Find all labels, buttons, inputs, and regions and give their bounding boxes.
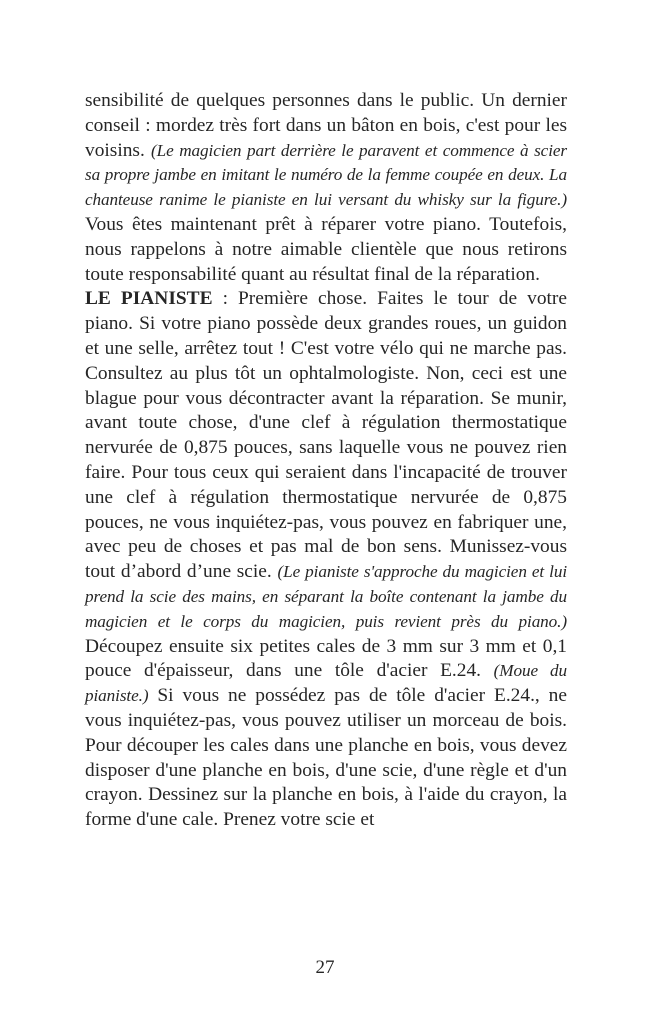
paragraph-pianist bbox=[85, 287, 567, 833]
paragraph-magician-continuation bbox=[85, 89, 567, 287]
speaker-name: LE PIANISTE bbox=[85, 288, 213, 310]
stage-direction: (Le pianiste s'approche du magicien et lui prend la scie des mains, en séparant la boîte contenant la jambe du magicien et le corps du magicien, puis revient près du piano.) bbox=[85, 562, 567, 631]
dialogue-text: Vous êtes maintenant prêt à réparer votre piano. Toutefois, nous rappelons à notre aimable clientèle que nous retirons toute responsabilité quant au résultat final de la réparation. bbox=[85, 213, 567, 285]
stage-direction: (Moue du pianiste.) bbox=[85, 661, 567, 706]
page-body bbox=[85, 89, 567, 833]
dialogue-text: Découpez ensuite six petites cales de 3 mm sur 3 mm et 0,1 pouce d'épaisseur, dans une tôle d'acier E.24. bbox=[85, 635, 567, 682]
page-number: 27 bbox=[315, 957, 335, 978]
dialogue-text: : Première chose. Faites le tour de votre piano. Si votre piano possède deux grandes roues, un guidon et une selle, arrêtez tout ! C'est votre vélo qui ne marche pas. Consultez au plus tôt un ophtalmologiste. Non, ceci est une blague pour vous décontracter avant la réparation. Se munir, avant toute chose, d'une clef à régulation thermostatique nervurée de 0,875 pouces, sans laquelle vous ne pouvez rien faire. Pour tous ceux qui seraient dans l'incapacité de trouver une clef à régulation thermostatique nervurée de 0,875 pouces, ne vous inquiétez-pas, vous pouvez en fabriquer une, avec peu de choses et pas mal de bon sens. Munissez-vous tout d’abord d’une scie. bbox=[85, 288, 567, 583]
dialogue-text: sensibilité de quelques personnes dans le public. Un dernier conseil : mordez très fort dans un bâton en bois, c'est pour les voisins. bbox=[85, 90, 567, 161]
stage-direction: (Le magicien part derrière le paravent et commence à scier sa propre jambe en imitant le numéro de la femme coupée en deux. La chanteuse ranime le pianiste en lui versant du whisky sur la figure.) bbox=[85, 140, 567, 210]
dialogue-text: Si vous ne possédez pas de tôle d'acier E.24., ne vous inquiétez-pas, vous pouvez utiliser un morceau de bois. Pour découper les cales dans une planche en bois, vous devez disposer d'une planche en bois, d'une scie, d'une règle et d'un crayon. Dessinez sur la planche en bois, à l'aide du crayon, la forme d'une cale. Prenez votre scie et bbox=[85, 685, 567, 831]
